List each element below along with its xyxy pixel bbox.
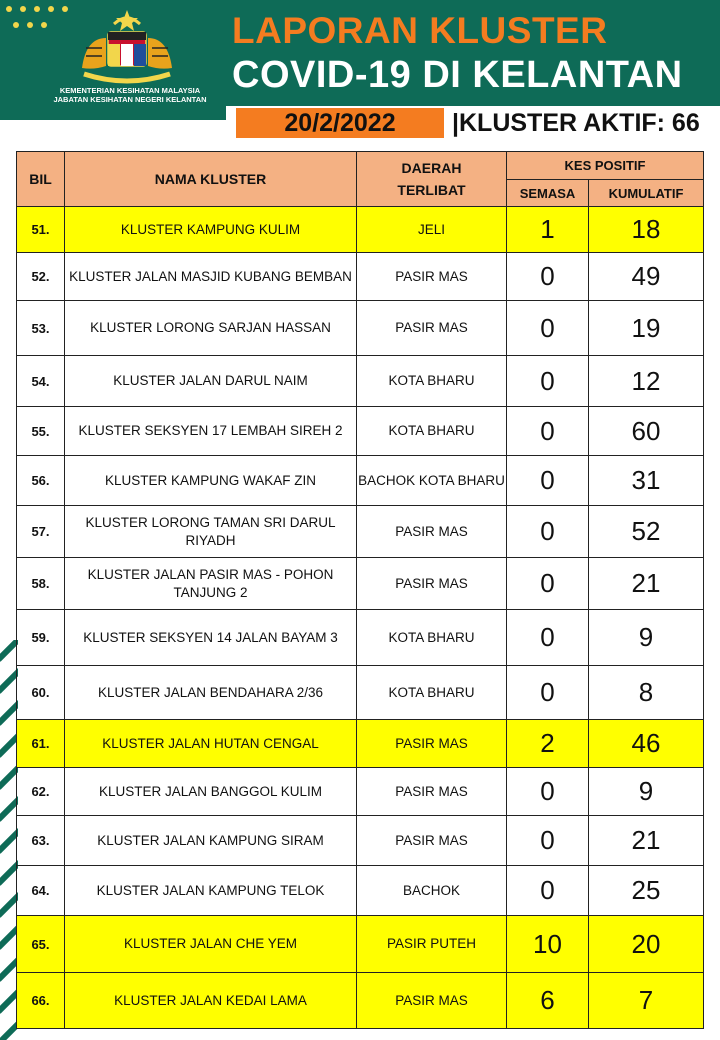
cluster-name: KLUSTER SEKSYEN 14 JALAN BAYAM 3	[65, 610, 357, 666]
table-row	[17, 916, 704, 973]
cluster-rows	[17, 207, 704, 1029]
district: PASIR MAS	[357, 720, 507, 768]
cumulative-cases: 49	[589, 253, 704, 301]
cumulative-cases: 21	[589, 816, 704, 866]
district: PASIR MAS	[357, 253, 507, 301]
cumulative-cases: 9	[589, 610, 704, 666]
row-number: 55.	[17, 407, 65, 456]
cumulative-cases: 9	[589, 768, 704, 816]
cumulative-cases: 60	[589, 407, 704, 456]
current-cases: 0	[507, 768, 589, 816]
row-number: 52.	[17, 253, 65, 301]
table-row	[17, 666, 704, 720]
decorative-dots	[6, 6, 76, 34]
current-cases: 0	[507, 816, 589, 866]
district: JELI	[357, 207, 507, 253]
cumulative-cases: 8	[589, 666, 704, 720]
district: PASIR MAS	[357, 301, 507, 356]
cluster-table	[16, 151, 704, 1029]
cluster-name: KLUSTER JALAN PASIR MAS - POHON TANJUNG 2	[65, 558, 357, 610]
coat-of-arms-icon	[72, 8, 182, 86]
cluster-name: KLUSTER JALAN HUTAN CENGAL	[65, 720, 357, 768]
cluster-name: KLUSTER JALAN BENDAHARA 2/36	[65, 666, 357, 720]
cluster-name: KLUSTER JALAN CHE YEM	[65, 916, 357, 973]
table-row	[17, 768, 704, 816]
district: PASIR PUTEH	[357, 916, 507, 973]
header-kumulatif: KUMULATIF	[589, 180, 704, 207]
current-cases: 0	[507, 253, 589, 301]
agency-line-2: JABATAN KESIHATAN NEGERI KELANTAN	[53, 95, 207, 104]
cluster-name: KLUSTER LORONG TAMAN SRI DARUL RIYADH	[65, 506, 357, 558]
district: KOTA BHARU	[357, 610, 507, 666]
row-number: 51.	[17, 207, 65, 253]
cumulative-cases: 31	[589, 456, 704, 506]
district: PASIR MAS	[357, 816, 507, 866]
district: PASIR MAS	[357, 506, 507, 558]
header-kes-positif: KES POSITIF	[507, 152, 704, 180]
cluster-name: KLUSTER JALAN KAMPUNG SIRAM	[65, 816, 357, 866]
cumulative-cases: 21	[589, 558, 704, 610]
table-row	[17, 356, 704, 407]
current-cases: 0	[507, 407, 589, 456]
header-nama-kluster: NAMA KLUSTER	[65, 152, 357, 207]
cumulative-cases: 19	[589, 301, 704, 356]
row-number: 59.	[17, 610, 65, 666]
table-row	[17, 207, 704, 253]
cluster-name: KLUSTER KAMPUNG KULIM	[65, 207, 357, 253]
cumulative-cases: 20	[589, 916, 704, 973]
table-row	[17, 610, 704, 666]
current-cases: 0	[507, 666, 589, 720]
cluster-name: KLUSTER JALAN BANGGOL KULIM	[65, 768, 357, 816]
cluster-name: KLUSTER KAMPUNG WAKAF ZIN	[65, 456, 357, 506]
district: PASIR MAS	[357, 558, 507, 610]
agency-name	[40, 86, 220, 104]
table-row	[17, 816, 704, 866]
district: BACHOK KOTA BHARU	[357, 456, 507, 506]
cumulative-cases: 46	[589, 720, 704, 768]
table-row	[17, 456, 704, 506]
table-row	[17, 506, 704, 558]
current-cases: 0	[507, 506, 589, 558]
table-row	[17, 301, 704, 356]
cumulative-cases: 7	[589, 973, 704, 1029]
agency-line-1: KEMENTERIAN KESIHATAN MALAYSIA	[59, 86, 201, 95]
row-number: 56.	[17, 456, 65, 506]
current-cases: 2	[507, 720, 589, 768]
district: PASIR MAS	[357, 973, 507, 1029]
current-cases: 0	[507, 866, 589, 916]
report-title-line-1: LAPORAN KLUSTER	[232, 10, 608, 51]
report-header	[0, 0, 720, 120]
table-row	[17, 558, 704, 610]
cluster-name: KLUSTER JALAN MASJID KUBANG BEMBAN	[65, 253, 357, 301]
cumulative-cases: 52	[589, 506, 704, 558]
district: BACHOK	[357, 866, 507, 916]
table-row	[17, 973, 704, 1029]
row-number: 65.	[17, 916, 65, 973]
row-number: 54.	[17, 356, 65, 407]
current-cases: 0	[507, 301, 589, 356]
report-title-line-2: COVID-19 DI KELANTAN	[232, 54, 683, 96]
current-cases: 10	[507, 916, 589, 973]
district: KOTA BHARU	[357, 356, 507, 407]
row-number: 62.	[17, 768, 65, 816]
cluster-name: KLUSTER JALAN DARUL NAIM	[65, 356, 357, 407]
table-row	[17, 866, 704, 916]
header-bil: BIL	[17, 152, 65, 207]
cumulative-cases: 12	[589, 356, 704, 407]
district: PASIR MAS	[357, 768, 507, 816]
current-cases: 6	[507, 973, 589, 1029]
row-number: 63.	[17, 816, 65, 866]
cluster-name: KLUSTER JALAN KAMPUNG TELOK	[65, 866, 357, 916]
row-number: 57.	[17, 506, 65, 558]
report-date: 20/2/2022	[236, 108, 444, 138]
cluster-name: KLUSTER LORONG SARJAN HASSAN	[65, 301, 357, 356]
header-semasa: SEMASA	[507, 180, 589, 207]
cumulative-cases: 18	[589, 207, 704, 253]
current-cases: 0	[507, 456, 589, 506]
table-row	[17, 253, 704, 301]
cluster-name: KLUSTER SEKSYEN 17 LEMBAH SIREH 2	[65, 407, 357, 456]
row-number: 64.	[17, 866, 65, 916]
cumulative-cases: 25	[589, 866, 704, 916]
table-row	[17, 720, 704, 768]
district: KOTA BHARU	[357, 666, 507, 720]
row-number: 60.	[17, 666, 65, 720]
row-number: 66.	[17, 973, 65, 1029]
active-cluster-count: |KLUSTER AKTIF: 66	[452, 109, 700, 137]
cluster-name: KLUSTER JALAN KEDAI LAMA	[65, 973, 357, 1029]
current-cases: 0	[507, 356, 589, 407]
district: KOTA BHARU	[357, 407, 507, 456]
current-cases: 0	[507, 558, 589, 610]
current-cases: 1	[507, 207, 589, 253]
row-number: 53.	[17, 301, 65, 356]
header-daerah-terlibat: DAERAH TERLIBAT	[357, 152, 507, 207]
row-number: 61.	[17, 720, 65, 768]
table-row	[17, 407, 704, 456]
row-number: 58.	[17, 558, 65, 610]
current-cases: 0	[507, 610, 589, 666]
